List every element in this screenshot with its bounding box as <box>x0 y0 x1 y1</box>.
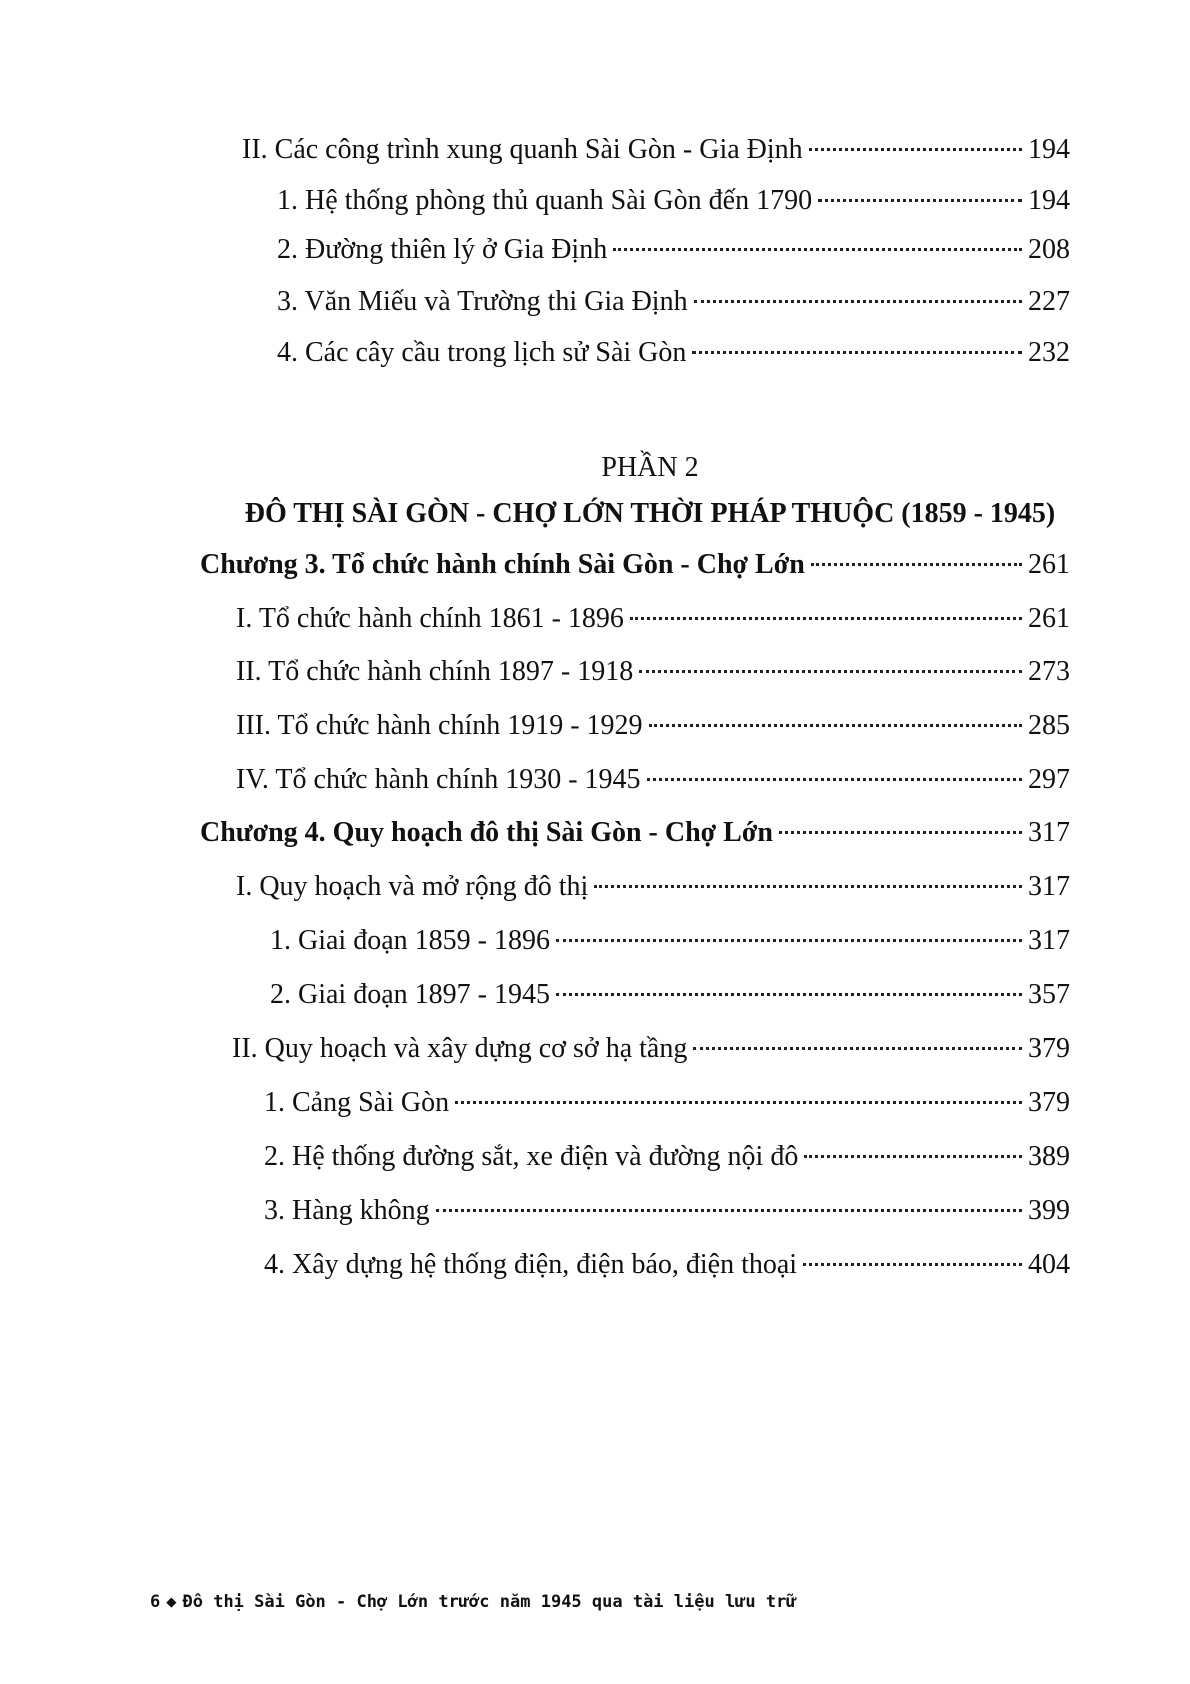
toc-entry <box>0 652 1070 692</box>
toc-chapter-entry <box>0 545 1070 585</box>
toc-entry-label: I. Tổ chức hành chính 1861 - 1896 <box>236 603 624 634</box>
toc-entry-label: 3. Hàng không <box>264 1195 430 1226</box>
toc-entry-label: IV. Tổ chức hành chính 1930 - 1945 <box>236 764 641 795</box>
toc-chapter-entry <box>0 813 1070 853</box>
toc-entry-label: III. Tổ chức hành chính 1919 - 1929 <box>236 710 643 741</box>
toc-entry <box>0 282 1070 322</box>
toc-entry-label: I. Quy hoạch và mở rộng đô thị <box>236 871 589 902</box>
toc-entry-label: II. Các công trình xung quanh Sài Gòn - Gia Định <box>242 134 803 165</box>
toc-entry-label: 4. Các cây cầu trong lịch sử Sài Gòn <box>277 337 687 368</box>
toc-entry-label: 2. Giai đoạn 1897 - 1945 <box>270 979 550 1010</box>
toc-entry-page: 208 <box>1028 234 1070 265</box>
dot-leader <box>556 939 1022 942</box>
toc-entry <box>0 1137 1070 1177</box>
toc-entry-label: 2. Đường thiên lý ở Gia Định <box>277 234 608 265</box>
dot-leader <box>694 300 1022 303</box>
dot-leader <box>639 670 1022 673</box>
dot-leader <box>692 351 1022 354</box>
toc-entry <box>0 599 1070 639</box>
footer-page-number: 6 <box>150 1592 161 1612</box>
dot-leader <box>693 1047 1022 1050</box>
toc-entry <box>0 760 1070 800</box>
toc-entry <box>0 1029 1070 1069</box>
dot-leader <box>455 1101 1022 1104</box>
dot-leader <box>779 831 1022 834</box>
dot-leader <box>649 724 1022 727</box>
toc-entry-label: II. Quy hoạch và xây dựng cơ sở hạ tầng <box>232 1033 688 1064</box>
dot-leader <box>647 778 1022 781</box>
toc-entry-page: 285 <box>1028 710 1070 741</box>
dot-leader <box>630 617 1022 620</box>
dot-leader <box>436 1209 1022 1212</box>
toc-entry-label: Chương 4. Quy hoạch đô thị Sài Gòn - Chợ Lớn <box>200 817 773 848</box>
page-footer <box>150 1592 797 1612</box>
toc-entry <box>0 181 1070 221</box>
toc-entry-page: 194 <box>1028 134 1070 165</box>
toc-entry-page: 379 <box>1028 1087 1070 1118</box>
dot-leader <box>809 148 1022 151</box>
toc-entry <box>0 706 1070 746</box>
toc-entry <box>0 975 1070 1015</box>
dot-leader <box>818 199 1022 202</box>
toc-entry-page: 317 <box>1028 817 1070 848</box>
part-title: ĐÔ THỊ SÀI GÒN - CHỢ LỚN THỜI PHÁP THUỘC (1859 - 1945) <box>244 498 1056 529</box>
toc-entry-page: 357 <box>1028 979 1070 1010</box>
toc-entry-page: 404 <box>1028 1249 1070 1280</box>
toc-entry <box>0 333 1070 373</box>
toc-entry-page: 232 <box>1028 337 1070 368</box>
toc-entry <box>0 867 1070 907</box>
toc-entry-label: 2. Hệ thống đường sắt, xe điện và đường nội đô <box>264 1141 799 1172</box>
diamond-icon: ◆ <box>166 1592 177 1612</box>
toc-entry-page: 297 <box>1028 764 1070 795</box>
dot-leader <box>556 993 1022 996</box>
toc-entry <box>0 130 1070 170</box>
toc-entry-page: 261 <box>1028 603 1070 634</box>
dot-leader <box>613 248 1022 251</box>
dot-leader <box>811 563 1022 566</box>
toc-entry-page: 194 <box>1028 185 1070 216</box>
toc-entry-label: II. Tổ chức hành chính 1897 - 1918 <box>236 656 634 687</box>
toc-entry-page: 399 <box>1028 1195 1070 1226</box>
toc-entry-page: 317 <box>1028 871 1070 902</box>
toc-entry-label: 1. Giai đoạn 1859 - 1896 <box>270 925 550 956</box>
toc-entry-page: 227 <box>1028 286 1070 317</box>
toc-entry-page: 317 <box>1028 925 1070 956</box>
toc-entry <box>0 230 1070 270</box>
toc-entry-page: 379 <box>1028 1033 1070 1064</box>
toc-entry <box>0 1191 1070 1231</box>
footer-book-title: Đô thị Sài Gòn - Chợ Lớn trước năm 1945 qua tài liệu lưu trữ <box>182 1592 797 1612</box>
toc-entry-page: 273 <box>1028 656 1070 687</box>
toc-entry <box>0 921 1070 961</box>
dot-leader <box>803 1263 1022 1266</box>
toc-entry-label: Chương 3. Tổ chức hành chính Sài Gòn - Chợ Lớn <box>200 549 805 580</box>
toc-entry-label: 1. Hệ thống phòng thủ quanh Sài Gòn đến 1790 <box>277 185 813 216</box>
toc-entry-label: 1. Cảng Sài Gòn <box>264 1087 450 1118</box>
dot-leader <box>594 885 1022 888</box>
toc-entry-page: 389 <box>1028 1141 1070 1172</box>
toc-entry-page: 261 <box>1028 549 1070 580</box>
toc-entry <box>0 1083 1070 1123</box>
toc-entry <box>0 1245 1070 1285</box>
toc-entry-label: 4. Xây dựng hệ thống điện, điện báo, điện thoại <box>264 1249 798 1280</box>
dot-leader <box>804 1155 1022 1158</box>
part-heading: PHẦN 2 <box>601 452 699 483</box>
toc-entry-label: 3. Văn Miếu và Trường thi Gia Định <box>277 286 688 317</box>
